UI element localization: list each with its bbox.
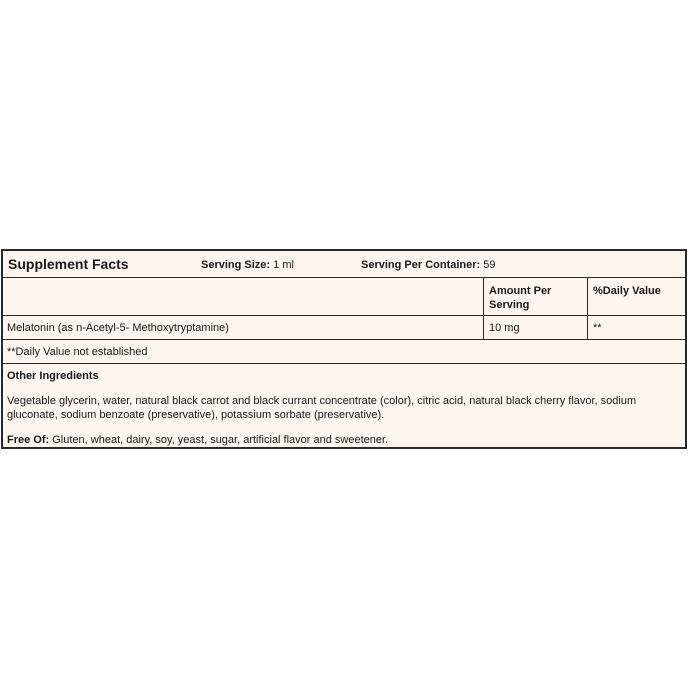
supplement-facts-panel: [1, 249, 687, 449]
ingredient-name: Melatonin (as n-Acetyl-5- Methoxytryptamine): [7, 322, 229, 334]
amount-per-serving-header-line1: Amount Per: [489, 285, 552, 297]
serving-size-label: Serving Size:: [201, 259, 271, 271]
free-of-text: Gluten, wheat, dairy, soy, yeast, sugar, artificial flavor and sweetener.: [52, 434, 389, 446]
free-of-label: Free Of:: [7, 434, 50, 446]
divider: [3, 363, 685, 364]
serving-size-value: 1 ml: [273, 259, 294, 271]
other-ingredients-text: Vegetable glycerin, water, natural black carrot and black currant concentrate (color), citric acid, natural black cherry flavor, sodium gluconate, sodium benzoate (preservative), potassium sorbate (preservative).: [7, 395, 637, 421]
amount-per-serving-header-line2: Serving: [489, 299, 530, 311]
divider: [3, 339, 685, 340]
free-of-statement: [7, 433, 677, 447]
panel-title: Supplement Facts: [8, 256, 129, 272]
servings-per-container: [361, 259, 496, 271]
daily-value-header: %Daily Value: [593, 285, 661, 297]
ingredient-daily-value: **: [593, 322, 602, 334]
ingredient-amount: 10 mg: [489, 322, 520, 334]
servings-per-container-value: 59: [483, 259, 496, 271]
divider: [3, 277, 685, 278]
serving-size: [201, 259, 294, 271]
other-ingredients-heading: Other Ingredients: [7, 370, 99, 382]
amount-per-serving-header: [489, 284, 551, 312]
daily-value-footnote: **Daily Value not established: [7, 346, 148, 358]
servings-per-container-label: Serving Per Container:: [361, 259, 481, 271]
column-divider: [587, 277, 588, 339]
divider: [3, 315, 685, 316]
column-divider: [483, 277, 484, 339]
